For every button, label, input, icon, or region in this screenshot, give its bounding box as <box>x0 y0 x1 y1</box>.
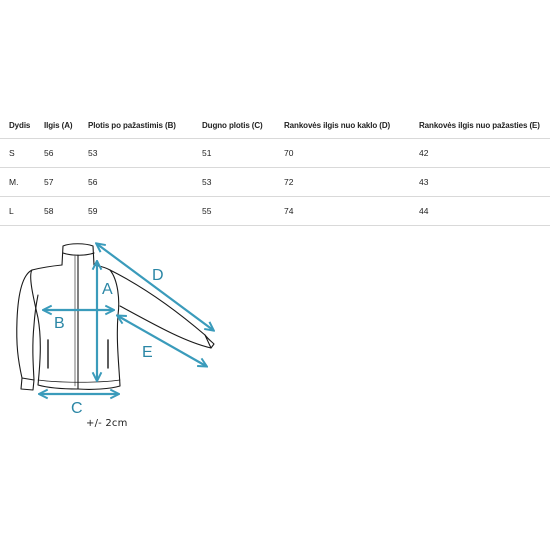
bottom-width-cell: 55 <box>202 206 212 216</box>
tolerance-note: +/- 2cm <box>86 418 128 429</box>
length-cell: 57 <box>44 177 54 187</box>
label-c: C <box>71 400 83 417</box>
sleeve-armpit-cell: 43 <box>419 177 429 187</box>
header-size: Dydis <box>9 120 31 130</box>
size-cell: L <box>9 206 14 216</box>
sleeve-neck-cell: 70 <box>284 148 294 158</box>
table-row <box>0 168 550 197</box>
table-row <box>0 197 550 226</box>
label-a: A <box>102 281 113 298</box>
chest-width-cell: 59 <box>88 206 98 216</box>
arrow-e-sleeve-armpit <box>118 316 206 366</box>
table-row <box>0 139 550 168</box>
bottom-width-cell: 51 <box>202 148 212 158</box>
size-table <box>0 112 550 226</box>
sleeve-neck-cell: 72 <box>284 177 294 187</box>
size-cell: M. <box>9 177 19 187</box>
size-cell: S <box>9 148 15 158</box>
label-e: E <box>142 344 153 361</box>
header-sleeve-from-armpit-e: Rankovės ilgis nuo pažasties (E) <box>419 120 540 130</box>
table-header-row <box>0 112 550 139</box>
chest-width-cell: 56 <box>88 177 98 187</box>
length-cell: 56 <box>44 148 54 158</box>
jacket-measurement-diagram <box>0 236 240 436</box>
header-chest-width-b: Plotis po pažastimis (B) <box>88 120 176 130</box>
sleeve-neck-cell: 74 <box>284 206 294 216</box>
sleeve-armpit-cell: 42 <box>419 148 429 158</box>
arrow-d-sleeve-neck <box>97 244 213 330</box>
measurement-arrows <box>40 244 213 394</box>
jacket-outline <box>17 244 214 390</box>
header-length-a: Ilgis (A) <box>44 120 73 130</box>
label-b: B <box>54 315 65 332</box>
label-d: D <box>152 267 164 284</box>
header-bottom-width-c: Dugno plotis (C) <box>202 120 263 130</box>
bottom-width-cell: 53 <box>202 177 212 187</box>
sleeve-armpit-cell: 44 <box>419 206 429 216</box>
chest-width-cell: 53 <box>88 148 98 158</box>
length-cell: 58 <box>44 206 54 216</box>
header-sleeve-from-neck-d: Rankovės ilgis nuo kaklo (D) <box>284 120 391 130</box>
